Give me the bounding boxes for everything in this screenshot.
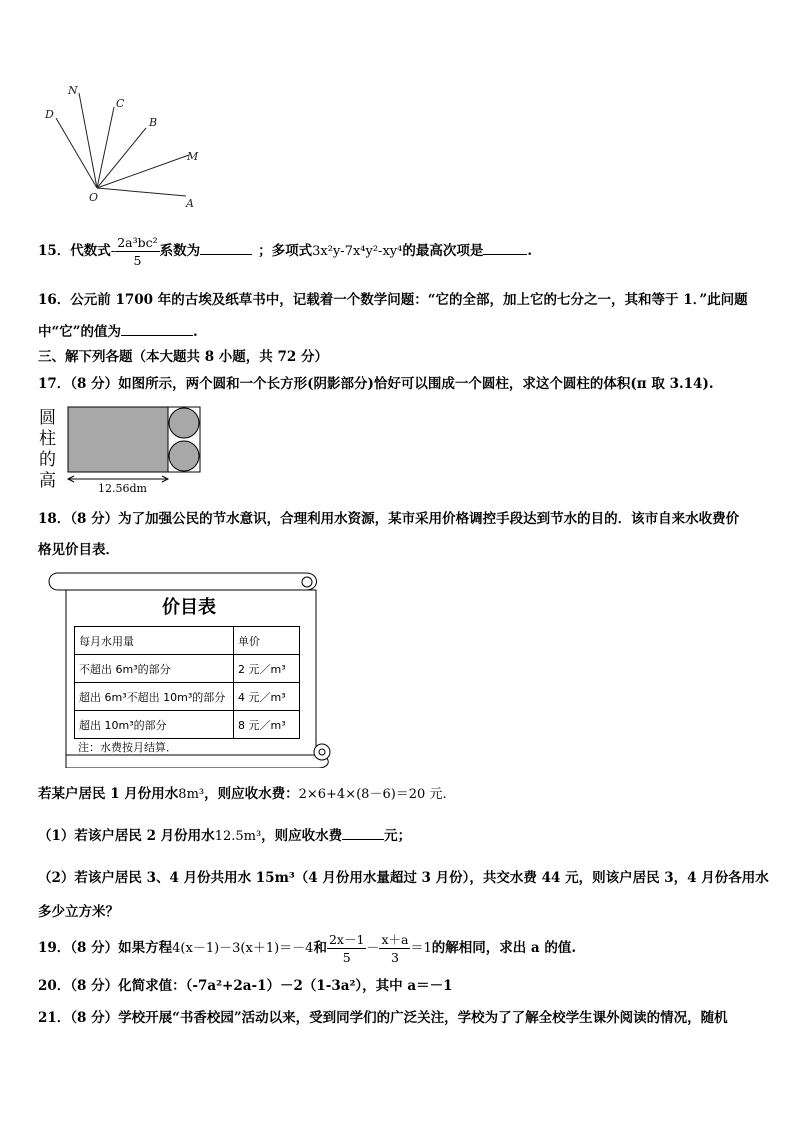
question-18-sub2-line1: （2）若该户居民 3、4 月份共用水 15m³（4 月份用水量超过 3 月份），共交水费 44 元，则该户居民 3，4 月份各用水 (38, 870, 769, 886)
side-label-2: 柱 (39, 429, 56, 449)
answer-blank-16[interactable] (121, 335, 193, 336)
table-header: 单价 (234, 627, 300, 655)
label-a: A (186, 197, 194, 210)
question-18-line2: 格见价目表． (38, 542, 119, 558)
question-18-line1: 18．（8 分）为了加强公民的节水意识，合理利用水资源，某市采用价格调控手段达到节水的目的．该市自来水收费价 (38, 511, 740, 527)
section-3-heading: 三、解下列各题（本大题共 8 小题，共 72 分） (38, 349, 328, 365)
table-cell: 8 元／m³ (234, 711, 300, 739)
angle-figure (34, 80, 214, 215)
fraction-1: $\frac{2x-1}{5}$ (328, 932, 365, 965)
question-21: 21．（8 分）学校开展“书香校园”活动以来，受到同学们的广泛关注，学校为了了解全校学生课外阅读的情况，随机 (38, 1010, 728, 1026)
table-cell: 超出 6m³不超出 10m³的部分 (75, 683, 234, 711)
answer-blank-18-1[interactable] (342, 839, 384, 840)
question-20: 20．（8 分）化简求值：（-7a²+2a-1）－2（1-3a²），其中 a＝－1 (38, 978, 453, 994)
side-label-3: 的 (39, 450, 56, 470)
table-row (75, 683, 300, 711)
width-label: 12.56dm (98, 482, 147, 494)
label-c: C (116, 97, 125, 110)
question-18-example: 若某户居民 1 月份用水8m³，则应收水费：2×6+4×(8－6)＝20 元. (38, 786, 447, 802)
table-cell: 4 元／m³ (234, 683, 300, 711)
table-cell: 2 元／m³ (234, 655, 300, 683)
table-cell: 超出 10m³的部分 (75, 711, 234, 739)
side-label-4: 高 (39, 471, 56, 491)
table-cell: 不超出 6m³的部分 (75, 655, 234, 683)
label-n: N (68, 84, 78, 97)
answer-blank-15a[interactable] (200, 254, 252, 255)
question-16-line1: 16．公元前 1700 年的古埃及纸草书中，记载着一个数学问题：“它的全部，加上它的七分之一，其和等于 1．”此问题 (38, 292, 748, 308)
side-label-1: 圆 (39, 408, 56, 428)
question-18-sub2-line2: 多少立方米？ (38, 904, 119, 920)
table-header-row (75, 627, 300, 655)
question-15: 15．代数式- $\frac{\text{2a³bc²}}{5}$ 系数为 ；多项式3x²y-7x⁴y²-xy⁴的最高次项是 . (38, 235, 533, 268)
question-17: 17．（8 分）如图所示，两个圆和一个长方形(阴影部分)恰好可以围成一个圆柱，求这个圆柱的体积(π 取 3.14). (38, 376, 714, 392)
table-row (75, 655, 300, 683)
label-d: D (45, 108, 54, 121)
question-18-sub1: （1）若该户居民 2 月份用水12.5m³，则应收水费 元； (38, 828, 412, 844)
table-header: 每月水用量 (75, 627, 234, 655)
cylinder-net-figure (36, 402, 206, 494)
table-row (75, 711, 300, 739)
price-table-note: 注：水费按月结算． (78, 741, 177, 754)
answer-blank-15b[interactable] (483, 254, 527, 255)
fraction-2: $\frac{x+a}{3}$ (381, 932, 409, 965)
label-b: B (149, 116, 158, 129)
question-16-line2: 中“它”的值为 . (38, 324, 198, 340)
fraction-coefficient: $\frac{\text{2a³bc²}}{5}$ (117, 235, 158, 268)
label-m: M (187, 150, 199, 163)
price-table-title: 价目表 (162, 597, 216, 618)
label-o: O (89, 191, 99, 204)
price-table (74, 626, 300, 739)
question-19: 19．（8 分）如果方程4(x－1)－3(x＋1)＝－4和 $\frac{2x-1}{5}$ － $\frac{x+a}{3}$ ＝1的解相同，求出 a 的值. (38, 932, 577, 965)
